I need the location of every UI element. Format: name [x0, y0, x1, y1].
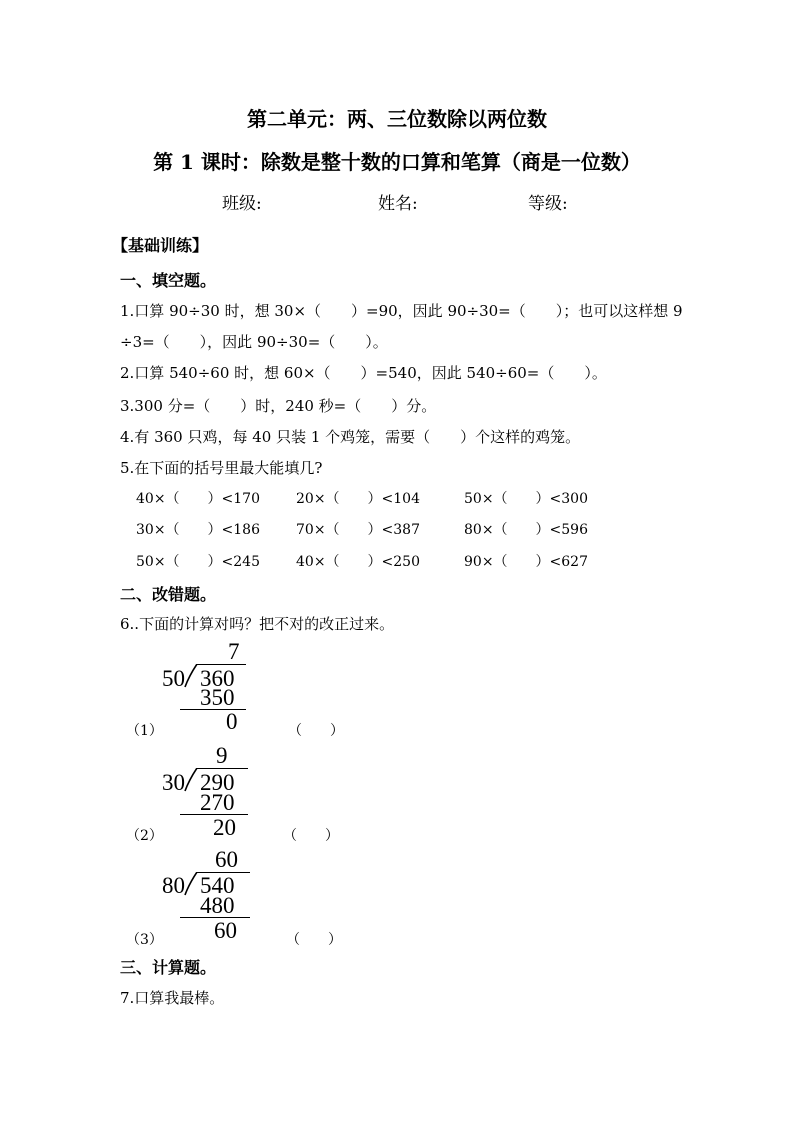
remainder: 0: [226, 709, 238, 734]
item-1-label: （1）: [126, 723, 163, 739]
grade-label: 等级:: [528, 194, 568, 214]
question-4: 4.有 360 只鸡，每 40 只装 1 个鸡笼，需要（ ）个这样的鸡笼。: [120, 428, 581, 446]
q5-cell: 50×（ ）<245: [136, 554, 260, 570]
worksheet-title: 第二单元：两、三位数除以两位数: [247, 107, 547, 131]
dividend: 540: [200, 873, 235, 898]
division-bracket: [184, 768, 200, 792]
q5-cell: 30×（ ）<186: [136, 522, 260, 538]
division-bracket: [184, 664, 200, 688]
divisor: 30: [162, 770, 185, 795]
question-1-line-2: ÷3=（ ），因此 90÷30=（ ）。: [120, 333, 388, 351]
q5-cell: 80×（ ）<596: [464, 522, 588, 538]
name-label: 姓名:: [378, 194, 418, 214]
divisor: 80: [162, 873, 185, 898]
question-5: 5.在下面的括号里最大能填几?: [120, 459, 323, 477]
item-2-label: （2）: [126, 828, 163, 844]
product: 350: [200, 685, 235, 710]
long-division-1: [160, 638, 260, 738]
dividend: 360: [200, 666, 235, 691]
q5-cell: 20×（ ）<104: [296, 491, 420, 507]
question-3: 3.300 分=（ ）时，240 秒=（ ）分。: [120, 397, 437, 415]
product: 270: [200, 790, 235, 815]
divisor: 50: [162, 666, 185, 691]
item-2-answer: （ ）: [283, 828, 339, 844]
q5-cell: 40×（ ）<250: [296, 554, 420, 570]
q5-cell: 40×（ ）<170: [136, 491, 260, 507]
long-division-3: [160, 846, 260, 946]
q5-cell: 90×（ ）<627: [464, 554, 588, 570]
question-1-line-1: 1.口算 90÷30 时，想 30×（ ）=90，因此 90÷30=（ ）；也可以这样想 9: [120, 302, 683, 320]
fill-blank-heading: 一、填空题。: [120, 271, 217, 290]
class-label: 班级:: [222, 194, 262, 214]
product: 480: [200, 893, 235, 918]
quotient: 7: [228, 639, 240, 664]
division-bracket: [184, 872, 200, 896]
division-bar: [196, 768, 248, 769]
calculation-heading: 三、计算题。: [120, 958, 217, 977]
q5-cell: 50×（ ）<300: [464, 491, 588, 507]
question-2: 2.口算 540÷60 时，想 60×（ ）=540，因此 540÷60=（ ）。: [120, 364, 607, 382]
item-3-label: （3）: [126, 932, 163, 948]
remainder: 60: [214, 918, 237, 943]
long-division-2: [160, 742, 260, 842]
error-correction-heading: 二、改错题。: [120, 585, 217, 604]
item-1-answer: （ ）: [288, 723, 344, 739]
question-7: 7.口算我最棒。: [120, 989, 225, 1007]
basic-training-heading: 【基础训练】: [112, 236, 209, 255]
quotient: 9: [216, 743, 228, 768]
lesson-subtitle: 第 1 课时：除数是整十数的口算和笔算（商是一位数）: [153, 150, 641, 174]
item-3-answer: （ ）: [286, 932, 342, 948]
question-6: 6..下面的计算对吗？把不对的改正过来。: [120, 615, 395, 633]
q5-cell: 70×（ ）<387: [296, 522, 420, 538]
dividend: 290: [200, 770, 235, 795]
quotient: 60: [215, 847, 238, 872]
remainder: 20: [213, 815, 236, 840]
division-bar: [196, 664, 246, 665]
